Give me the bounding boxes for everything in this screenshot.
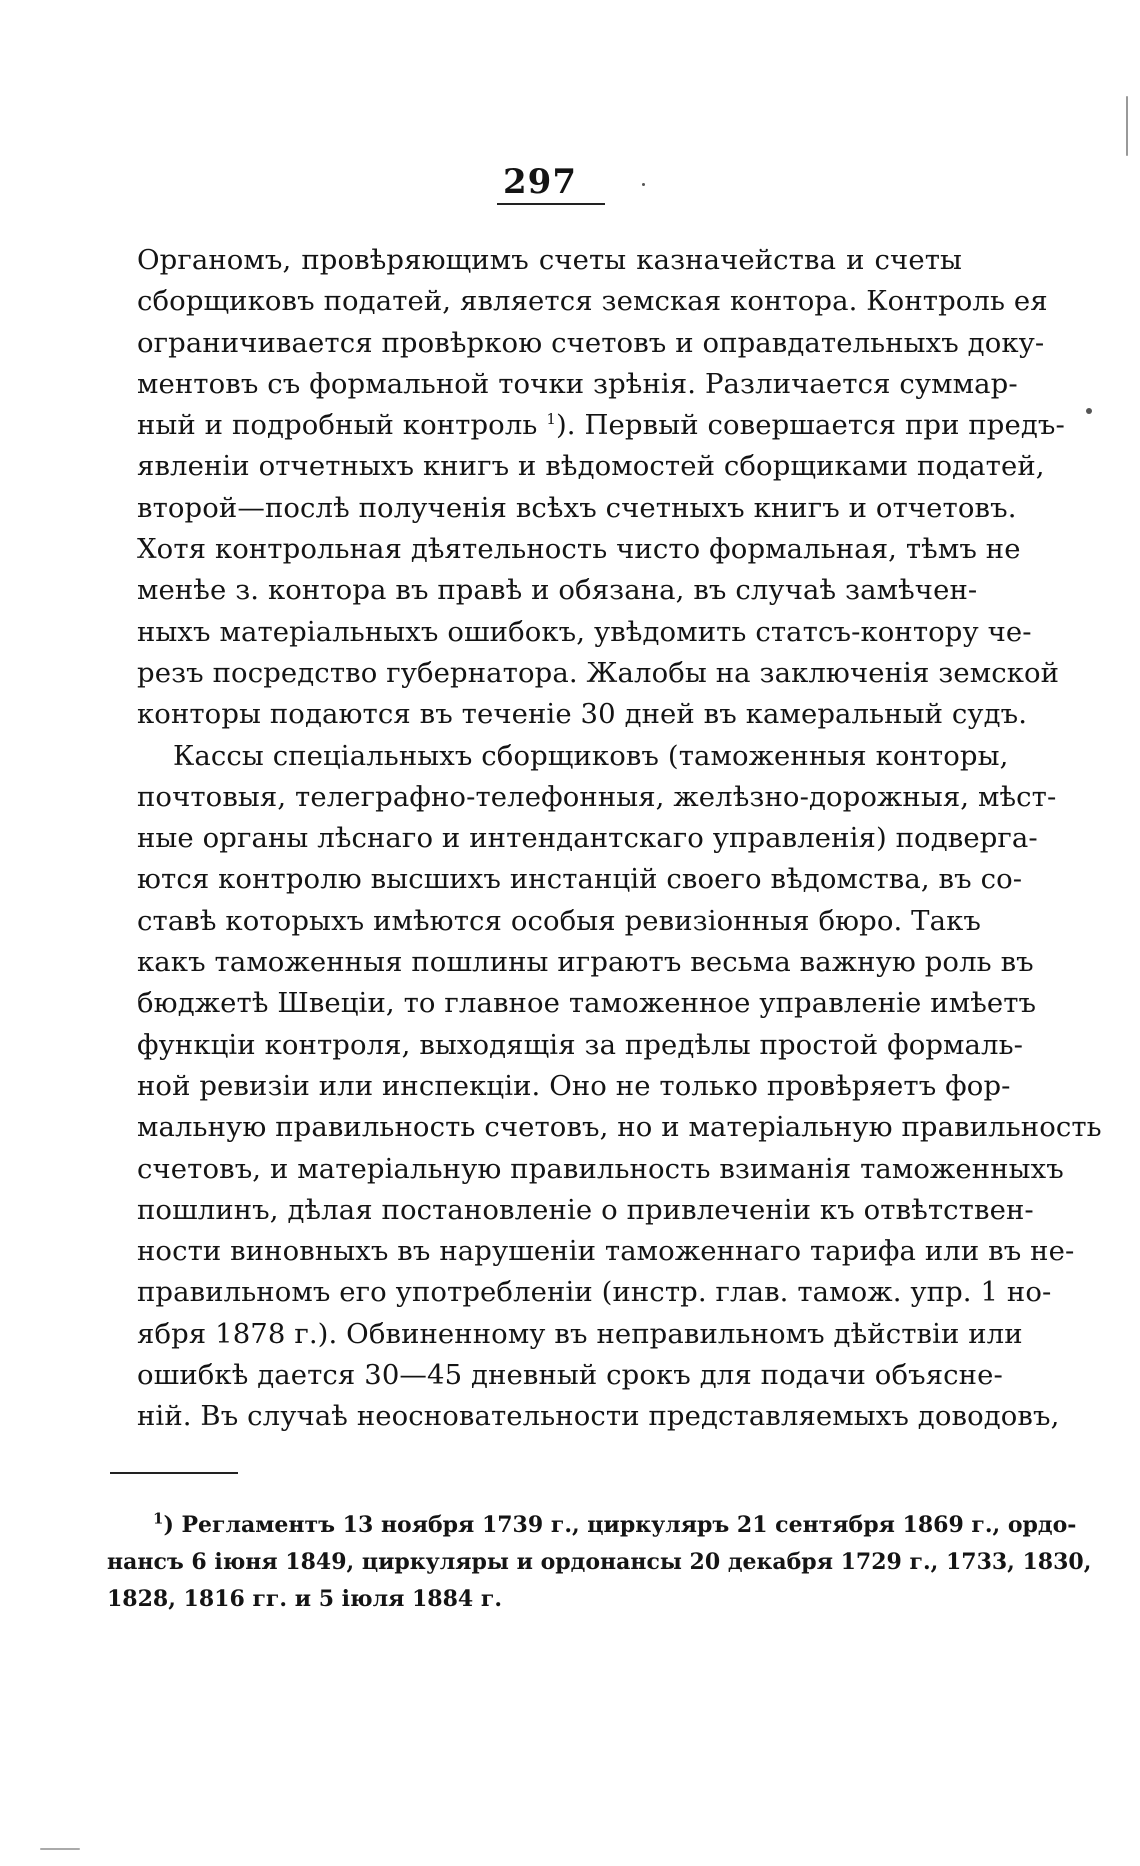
text-line: второй—послѣ полученія всѣхъ счетныхъ книгъ и отчетовъ. xyxy=(137,491,1017,524)
text-line: менѣе з. контора въ правѣ и обязана, въ случаѣ замѣчен- xyxy=(137,574,978,607)
text-line: ности виновныхъ въ нарушеніи таможеннаго тарифа или въ не- xyxy=(137,1235,1075,1268)
text-line: явленіи отчетныхъ книгъ и вѣдомостей сборщиками податей, xyxy=(137,450,1045,483)
text-line: сборщиковъ податей, является земская контора. Контроль ея xyxy=(137,285,1048,318)
page-number: 297 xyxy=(503,162,577,202)
text-line: ошибкѣ дается 30—45 дневный срокъ для подачи объясне- xyxy=(137,1359,1003,1392)
text-line: счетовъ, и матеріальную правильность взиманія таможенныхъ xyxy=(137,1152,1064,1185)
footnote-reference[interactable]: 1 xyxy=(546,410,556,429)
scan-speck xyxy=(1126,96,1128,156)
text-line-tail: ). Первый совершается при предъ- xyxy=(555,409,1065,442)
text-line: ставѣ которыхъ имѣются особыя ревизіонныя бюро. Такъ xyxy=(137,904,982,937)
footnote-line xyxy=(107,1507,1077,1544)
scan-speck xyxy=(1086,408,1092,414)
text-line: ныхъ матеріальныхъ ошибокъ, увѣдомить статсъ-контору че- xyxy=(137,615,1032,648)
main-text xyxy=(137,240,1102,1438)
text-line: ной ревизіи или инспекціи. Оно не только провѣряетъ фор- xyxy=(137,1069,1011,1102)
text-line: Органомъ, провѣряющимъ счеты казначейства и счеты xyxy=(137,244,962,276)
scan-speck xyxy=(642,183,645,186)
text-line: Хотя контрольная дѣятельность чисто формальная, тѣмъ не xyxy=(137,533,1021,566)
footnote-line: 1828, 1816 гг. и 5 іюля 1884 г. xyxy=(107,1586,503,1612)
text-line: ограничивается провѣркою счетовъ и оправдательныхъ доку- xyxy=(137,326,1045,359)
text-line: мальную правильность счетовъ, но и матеріальную правильность xyxy=(137,1111,1102,1144)
text-line-head: ный и подробный контроль xyxy=(137,409,538,442)
footnotes xyxy=(107,1507,1092,1618)
text-line: почтовыя, телеграфно-телефонныя, желѣзно-дорожныя, мѣст- xyxy=(137,780,1057,813)
text-line: пошлинъ, дѣлая постановленіе о привлеченіи къ отвѣтствен- xyxy=(137,1193,1034,1226)
footnote-rule xyxy=(110,1472,238,1474)
footnote-text: ) Регламентъ 13 ноября 1739 г., циркуляръ 21 сентября 1869 г., ордо- xyxy=(163,1512,1077,1538)
text-line xyxy=(137,405,1065,446)
text-line: какъ таможенныя пошлины играютъ весьма важную роль въ xyxy=(137,946,1034,979)
text-line: ября 1878 г.). Обвиненному въ неправильномъ дѣйствіи или xyxy=(137,1317,1023,1350)
text-line: бюджетѣ Швеціи, то главное таможенное управленіе имѣетъ xyxy=(137,987,1037,1020)
text-line: функціи контроля, выходящія за предѣлы простой формаль- xyxy=(137,1028,1024,1061)
text-line: ментовъ съ формальной точки зрѣнія. Различается суммар- xyxy=(137,367,1018,400)
scan-speck xyxy=(40,1848,80,1850)
text-line: правильномъ его употребленіи (инстр. глав. тамож. упр. 1 но- xyxy=(137,1276,1052,1309)
page-number-rule xyxy=(497,203,605,205)
text-line: ные органы лѣснаго и интендантскаго управленія) подверга- xyxy=(137,822,1038,855)
footnote-line: нансъ 6 іюня 1849, циркуляры и ордонансы 20 декабря 1729 г., 1733, 1830, xyxy=(107,1549,1092,1575)
text-line: ній. Въ случаѣ неосновательности представляемыхъ доводовъ, xyxy=(137,1400,1060,1433)
footnote-marker: 1 xyxy=(153,1509,164,1528)
text-line: ются контролю высшихъ инстанцій своего вѣдомства, въ со- xyxy=(137,863,1023,896)
text-line: конторы подаются въ теченіе 30 дней въ камеральный судъ. xyxy=(137,698,1028,731)
text-line: Кассы спеціальныхъ сборщиковъ (таможенныя конторы, xyxy=(173,739,1009,772)
text-line: резъ посредство губернатора. Жалобы на заключенія земской xyxy=(137,656,1060,689)
